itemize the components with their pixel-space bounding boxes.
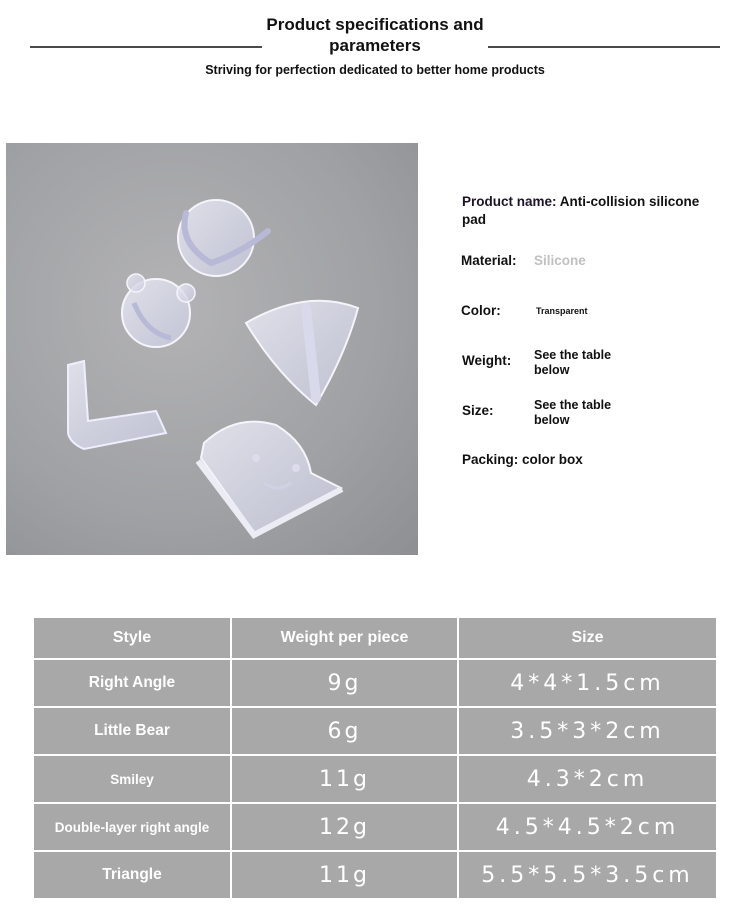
weight-cell: 12g [231, 803, 458, 851]
size-cell: 4.5*4.5*2cm [458, 803, 717, 851]
style-cell: Triangle [33, 851, 231, 899]
size-cell: 4*4*1.5cm [458, 659, 717, 707]
header-weight: Weight per piece [231, 617, 458, 659]
page-subtitle: Striving for perfection dedicated to better home products [205, 63, 545, 77]
packing-value: color box [522, 452, 583, 467]
product-name-label: Product name: [462, 194, 557, 209]
style-cell: Double-layer right angle [33, 803, 231, 851]
style-cell: Smiley [33, 755, 231, 803]
table-row [33, 803, 717, 851]
table-row [33, 755, 717, 803]
smiley-guard-icon [198, 422, 342, 535]
table-row [33, 659, 717, 707]
corner-guards-illustration [6, 143, 418, 555]
packing-label: Packing: [462, 452, 519, 467]
packing-spec [462, 451, 583, 469]
header-divider-right [488, 46, 720, 48]
weight-cell: 11g [231, 755, 458, 803]
product-name-value: Anti-collision silicone pad [462, 194, 700, 227]
style-cell: Little Bear [33, 707, 231, 755]
size-label: Size: [462, 403, 494, 418]
table-row [33, 707, 717, 755]
size-value: See the table below [534, 398, 612, 427]
triangle-guard-icon [246, 301, 358, 405]
size-cell: 4.3*2cm [458, 755, 717, 803]
product-photo [6, 143, 418, 555]
header-style: Style [33, 617, 231, 659]
header-size: Size [458, 617, 717, 659]
right-angle-guard-icon [68, 361, 166, 449]
material-value: Silicone [534, 253, 586, 268]
product-name-spec [462, 193, 712, 229]
table-row [33, 851, 717, 899]
weight-value: See the table below [534, 348, 612, 377]
weight-cell: 6g [231, 707, 458, 755]
color-label: Color: [461, 303, 501, 318]
header-divider-left [30, 46, 262, 48]
style-cell: Right Angle [33, 659, 231, 707]
material-label: Material: [461, 253, 517, 268]
table-header-row [33, 617, 717, 659]
size-cell: 3.5*3*2cm [458, 707, 717, 755]
page-title: Product specifications and parameters [266, 15, 484, 55]
round-guard-icon [178, 200, 268, 276]
bear-guard-icon [122, 274, 195, 347]
weight-cell: 11g [231, 851, 458, 899]
specification-table [32, 616, 718, 900]
size-cell: 5.5*5.5*3.5cm [458, 851, 717, 899]
weight-label: Weight: [462, 353, 512, 368]
color-value: Transparent [536, 306, 588, 316]
weight-cell: 9g [231, 659, 458, 707]
